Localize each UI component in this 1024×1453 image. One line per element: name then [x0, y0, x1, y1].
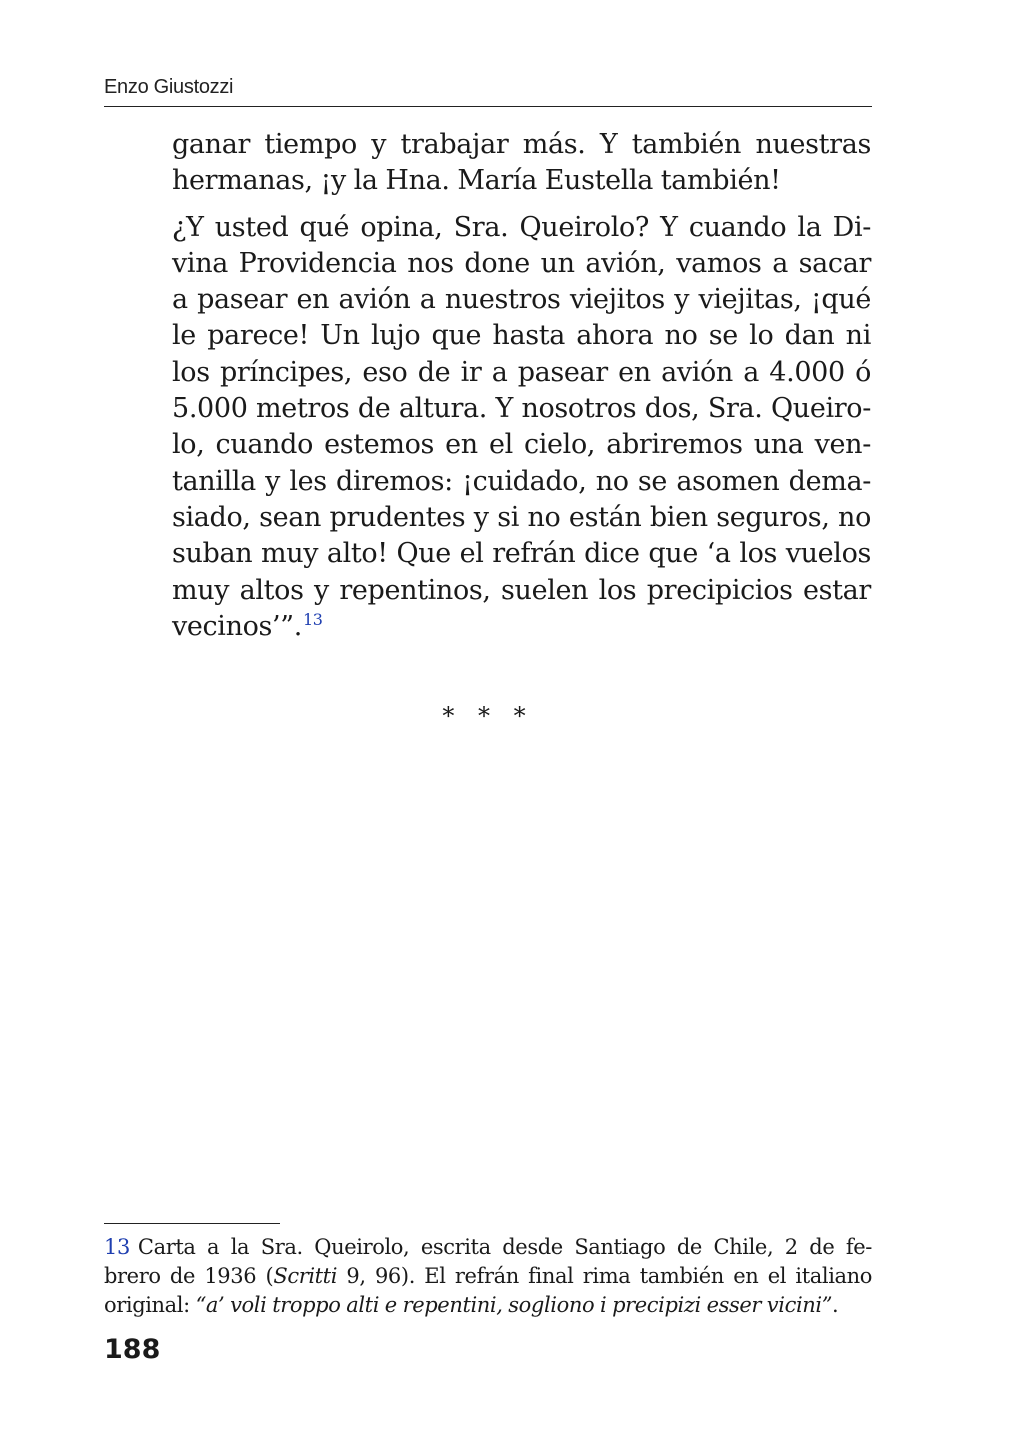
text-line: los príncipes, eso de ir a pasear en avión a 4.000 ó — [172, 356, 871, 388]
body-text — [172, 127, 871, 645]
text-line: vina Providencia nos done un avión, vamos a sacar — [172, 247, 871, 279]
footnote-text: . — [832, 1293, 839, 1317]
text-line-last — [172, 609, 871, 645]
footnote-text: 9, 96). El refrán final rima también en el italiano — [337, 1264, 873, 1288]
text-line: suban muy alto! Que el refrán dice que ‘a los vuelos — [172, 538, 871, 570]
footnote-italic-quote: “a’ voli troppo alti e repentini, sogliono i precipizi esser vicini” — [195, 1293, 833, 1317]
footnote — [104, 1233, 872, 1320]
text-line: siado, sean prudentes y si no están bien seguros, no — [172, 501, 871, 533]
text-line: a pasear en avión a nuestros viejitos y viejitas, ¡qué — [172, 284, 871, 316]
text-line: muy altos y repentinos, suelen los precipicios estar — [172, 574, 871, 606]
footnote-text: brero de 1936 ( — [104, 1264, 274, 1288]
text-line: lo, cuando estemos en el cielo, abriremos una ven- — [172, 429, 871, 461]
text-line: le parece! Un lujo que hasta ahora no se lo dan ni — [172, 320, 871, 352]
running-title: Enzo Giustozzi — [104, 76, 234, 98]
text-line: 5.000 metros de altura. Y nosotros dos, Sra. Queiro- — [172, 393, 871, 425]
footnote-text: original: — [104, 1293, 196, 1317]
footnote-reference-link[interactable]: 13 — [302, 609, 323, 629]
text-line: ganar tiempo y trabajar más. Y también nuestras — [172, 129, 871, 160]
text-line: ¿Y usted qué opina, Sra. Queirolo? Y cuando la Di- — [172, 211, 871, 243]
footnote-divider — [104, 1223, 280, 1224]
section-separator: * * * — [442, 702, 534, 730]
paragraph-1 — [172, 127, 871, 200]
page-number: 188 — [104, 1334, 161, 1365]
footnote-number[interactable]: 13 — [104, 1235, 130, 1259]
footnote-text: Carta a la Sra. Queirolo, escrita desde Santiago de Chile, 2 de fe- — [137, 1235, 872, 1259]
text-line: tanilla y les diremos: ¡cuidado, no se asomen dema- — [172, 465, 871, 497]
footnote-line — [104, 1233, 872, 1262]
text-line: hermanas, ¡y la Hna. María Eustella también! — [172, 165, 781, 197]
footnote-italic-title: Scritti — [273, 1264, 338, 1288]
running-header — [104, 74, 872, 107]
footnote-line — [104, 1291, 872, 1320]
footnote-line — [104, 1262, 872, 1291]
text-line-last-content: vecinos’”. — [172, 610, 302, 642]
paragraph-2 — [172, 210, 871, 646]
